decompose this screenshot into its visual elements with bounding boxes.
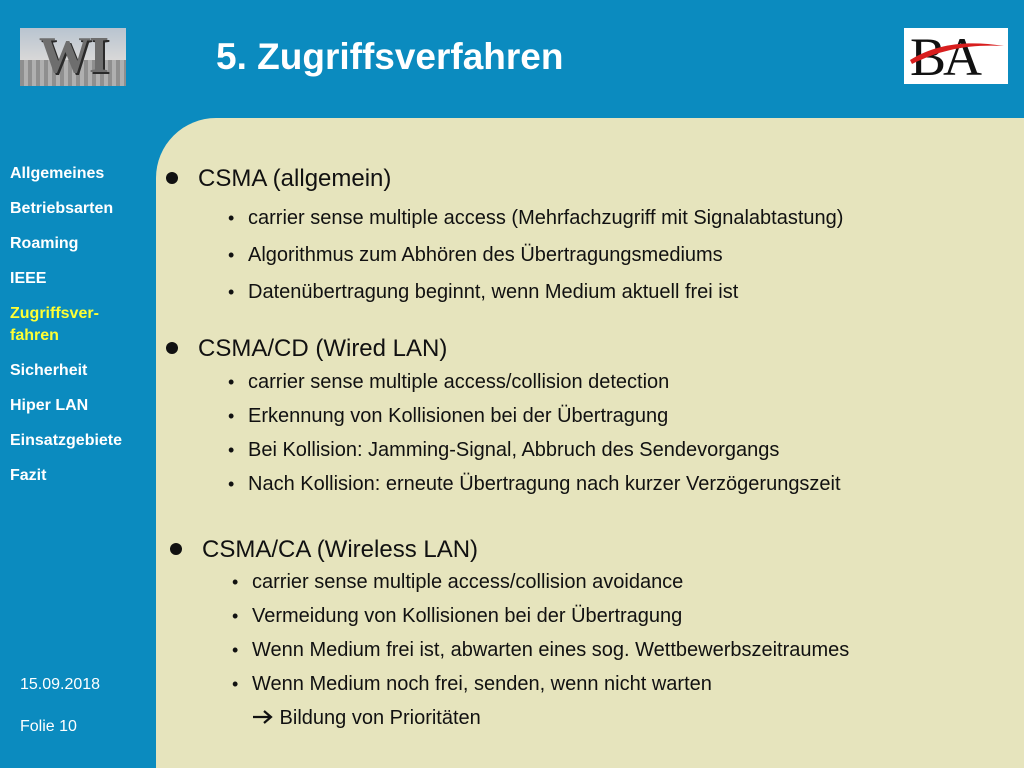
section-heading <box>166 164 843 194</box>
bullet-dot-icon <box>166 342 178 354</box>
footer-date: 15.09.2018 <box>20 676 101 693</box>
slide-title: 5. Zugriffsverfahren <box>216 36 564 77</box>
section-csma-cd <box>166 334 841 501</box>
bullet-item: • Datenübertragung beginnt, wenn Medium aktuell frei ist <box>228 274 843 311</box>
bullet-item: • Algorithmus zum Abhören des Übertragungsmediums <box>228 237 843 274</box>
bullet-item: • carrier sense multiple access (Mehrfachzugriff mit Signalabtastung) <box>228 200 843 237</box>
bullet-item: • carrier sense multiple access/collision detection <box>228 365 841 399</box>
bullet-item: • Wenn Medium frei ist, abwarten eines sog. Wettbewerbszeitraumes <box>232 633 849 667</box>
bullet-item: • Bei Kollision: Jamming-Signal, Abbruch des Sendevorgangs <box>228 433 841 467</box>
ba-logo <box>904 27 1008 87</box>
ba-logo-text: BA <box>910 27 980 87</box>
nav-item-roaming[interactable]: Roaming <box>10 235 79 252</box>
nav-item-einsatzgebiete[interactable]: Einsatzgebiete <box>10 432 123 449</box>
nav-item-hiper-lan[interactable]: Hiper LAN <box>10 397 89 414</box>
bullet-continuation <box>252 701 849 735</box>
section-csma-ca <box>170 535 849 735</box>
bullet-list <box>232 565 849 701</box>
nav-item-sicherheit[interactable]: Sicherheit <box>10 362 88 379</box>
sidebar-nav <box>10 163 156 500</box>
nav-item-fazit[interactable]: Fazit <box>10 467 47 484</box>
nav-item-allgemeines[interactable]: Allgemeines <box>10 165 105 182</box>
nav-item-zugriffsverfahren-line2: fahren <box>10 327 59 344</box>
nav-item-zugriffsverfahren[interactable] <box>10 303 156 347</box>
bullet-list <box>228 200 843 311</box>
wi-logo <box>20 28 126 86</box>
bullet-dot-icon <box>166 172 178 184</box>
footer-slide-number: Folie 10 <box>20 718 77 735</box>
nav-item-zugriffsverfahren-line1: Zugriffsver- <box>10 305 99 322</box>
continuation-text: Bildung von Prioritäten <box>274 707 481 729</box>
bullet-item: • Erkennung von Kollisionen bei der Übertragung <box>228 399 841 433</box>
bullet-item: • Vermeidung von Kollisionen bei der Übertragung <box>232 599 849 633</box>
section-heading <box>170 535 849 565</box>
nav-item-betriebsarten[interactable]: Betriebsarten <box>10 200 114 217</box>
bullet-item: • carrier sense multiple access/collision avoidance <box>232 565 849 599</box>
bullet-list <box>228 365 841 501</box>
bullet-item: • Nach Kollision: erneute Übertragung nach kurzer Verzögerungszeit <box>228 467 841 501</box>
right-arrow-icon <box>252 709 274 725</box>
section-heading-text: CSMA (allgemein) <box>198 165 392 192</box>
section-heading-text: CSMA/CA (Wireless LAN) <box>202 536 479 563</box>
wi-logo-text: WI <box>38 28 108 84</box>
ba-swoosh-icon <box>906 38 1006 68</box>
section-heading <box>166 334 841 364</box>
section-csma <box>166 164 843 311</box>
bullet-item: • Wenn Medium noch frei, senden, wenn nicht warten <box>232 667 849 701</box>
bullet-dot-icon <box>170 543 182 555</box>
nav-item-ieee[interactable]: IEEE <box>10 270 47 287</box>
section-heading-text: CSMA/CD (Wired LAN) <box>198 335 448 362</box>
